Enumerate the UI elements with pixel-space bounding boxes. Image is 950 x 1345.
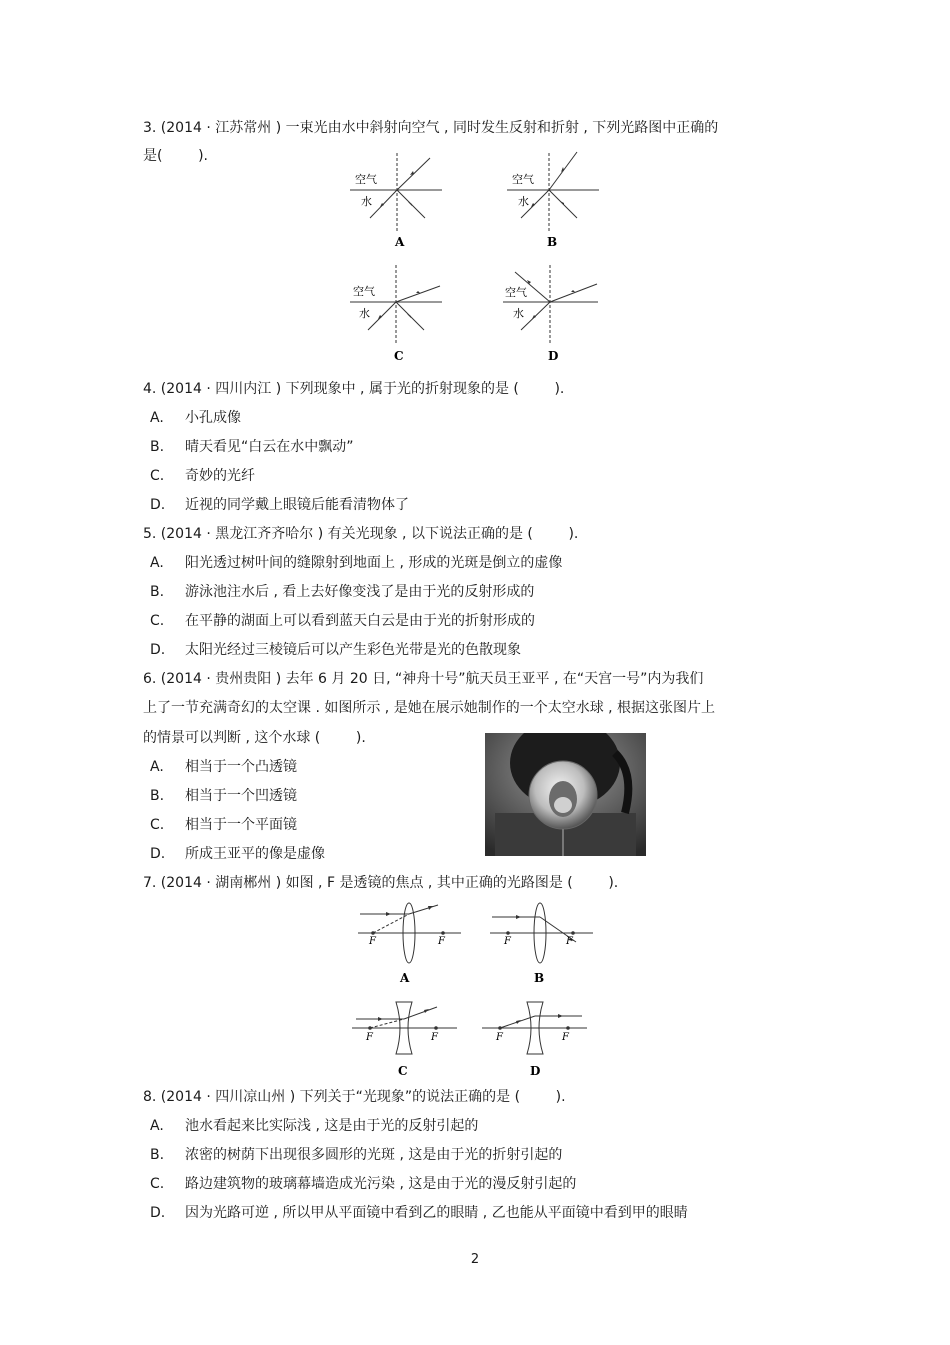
q8-option-c: C. 路边建筑物的玻璃幕墙造成光污染 , 这是由于光的漫反射引起的 (150, 1176, 577, 1192)
water-label: 水 (359, 307, 370, 320)
q5-option-d: D. 太阳光经过三棱镜后可以产生彩色光带是光的色散现象 (150, 642, 521, 658)
q5-option-c: C. 在平静的湖面上可以看到蓝天白云是由于光的折射形成的 (150, 613, 535, 629)
q7-diagram-c (352, 997, 462, 1085)
focus-label: F (431, 1032, 438, 1043)
caption-a: A (400, 971, 410, 985)
q6-stem-line1: 6. (2014 · 贵州贵阳 ) 去年 6 月 20 日, “神舟十号”航天员王亚平 , 在“天宫一号”内为我们 (143, 671, 704, 687)
q8-stem: 8. (2014 · 四川凉山州 ) 下列关于“光现象”的说法正确的是 ( ). (143, 1089, 566, 1105)
q5-stem: 5. (2014 · 黑龙江齐齐哈尔 ) 有关光现象 , 以下说法正确的是 ( ). (143, 526, 579, 542)
air-label: 空气 (355, 173, 377, 186)
caption-a: A (395, 235, 405, 249)
caption-b: B (534, 971, 545, 985)
q4-stem: 4. (2014 · 四川内江 ) 下列现象中 , 属于光的折射现象的是 ( ). (143, 381, 565, 397)
q6-stem-line3: 的情景可以判断 , 这个水球 ( ). (143, 730, 366, 746)
q4-option-a: A. 小孔成像 (150, 410, 241, 426)
water-label: 水 (513, 307, 524, 320)
caption-d: D (530, 1064, 541, 1078)
q8-option-d: D. 因为光路可逆 , 所以甲从平面镜中看到乙的眼睛 , 乙也能从平面镜中看到甲的眼睛 (150, 1205, 688, 1221)
q6-option-a: A. 相当于一个凸透镜 (150, 759, 297, 775)
focus-label: F (438, 936, 445, 947)
focus-label: F (369, 936, 376, 947)
focus-label: F (496, 1032, 503, 1043)
q8-option-a: A. 池水看起来比实际浅 , 这是由于光的反射引起的 (150, 1118, 479, 1134)
q7-stem: 7. (2014 · 湖南郴州 ) 如图 , F 是透镜的焦点 , 其中正确的光路图是 ( ). (143, 875, 619, 891)
q3-diagram-c (350, 262, 450, 362)
q8-option-b: B. 浓密的树荫下出现很多圆形的光斑 , 这是由于光的折射引起的 (150, 1147, 563, 1163)
caption-d: D (548, 349, 559, 362)
q3-stem-line2: 是( ). (143, 148, 208, 164)
q4-option-d: D. 近视的同学戴上眼镜后能看清物体了 (150, 497, 409, 513)
q7-diagram-a (358, 900, 463, 988)
q3-diagram-a (350, 150, 450, 250)
q5-option-a: A. 阳光透过树叶间的缝隙射到地面上 , 形成的光斑是倒立的虚像 (150, 555, 563, 571)
water-ball-photo (485, 733, 646, 856)
caption-c: C (398, 1064, 408, 1078)
air-label: 空气 (512, 173, 534, 186)
q3-diagram-b (507, 150, 607, 250)
focus-label: F (366, 1032, 373, 1043)
q7-diagram-b (490, 900, 595, 988)
q6-option-c: C. 相当于一个平面镜 (150, 817, 297, 833)
q6-option-b: B. 相当于一个凹透镜 (150, 788, 297, 804)
caption-b: B (547, 235, 558, 249)
page-number: 2 (470, 1252, 480, 1267)
water-label: 水 (361, 195, 372, 208)
focus-label: F (504, 936, 511, 947)
q4-option-b: B. 晴天看见“白云在水中飘动” (150, 439, 354, 455)
q4-option-c: C. 奇妙的光纤 (150, 468, 255, 484)
focus-label: F (566, 936, 573, 947)
focus-label: F (562, 1032, 569, 1043)
air-label: 空气 (353, 285, 375, 298)
q3-diagram-d (503, 262, 603, 362)
caption-c: C (394, 349, 404, 362)
q6-option-d: D. 所成王亚平的像是虚像 (150, 846, 325, 862)
q6-stem-line2: 上了一节充满奇幻的太空课 . 如图所示 , 是她在展示她制作的一个太空水球 , 根据这张图片上 (143, 700, 716, 716)
water-label: 水 (518, 195, 529, 208)
air-label: 空气 (505, 286, 527, 299)
q3-stem-line1: 3. (2014 · 江苏常州 ) 一束光由水中斜射向空气 , 同时发生反射和折射 , 下列光路图中正确的 (143, 120, 719, 136)
q7-diagram-d (482, 997, 592, 1085)
q5-option-b: B. 游泳池注水后 , 看上去好像变浅了是由于光的反射形成的 (150, 584, 535, 600)
